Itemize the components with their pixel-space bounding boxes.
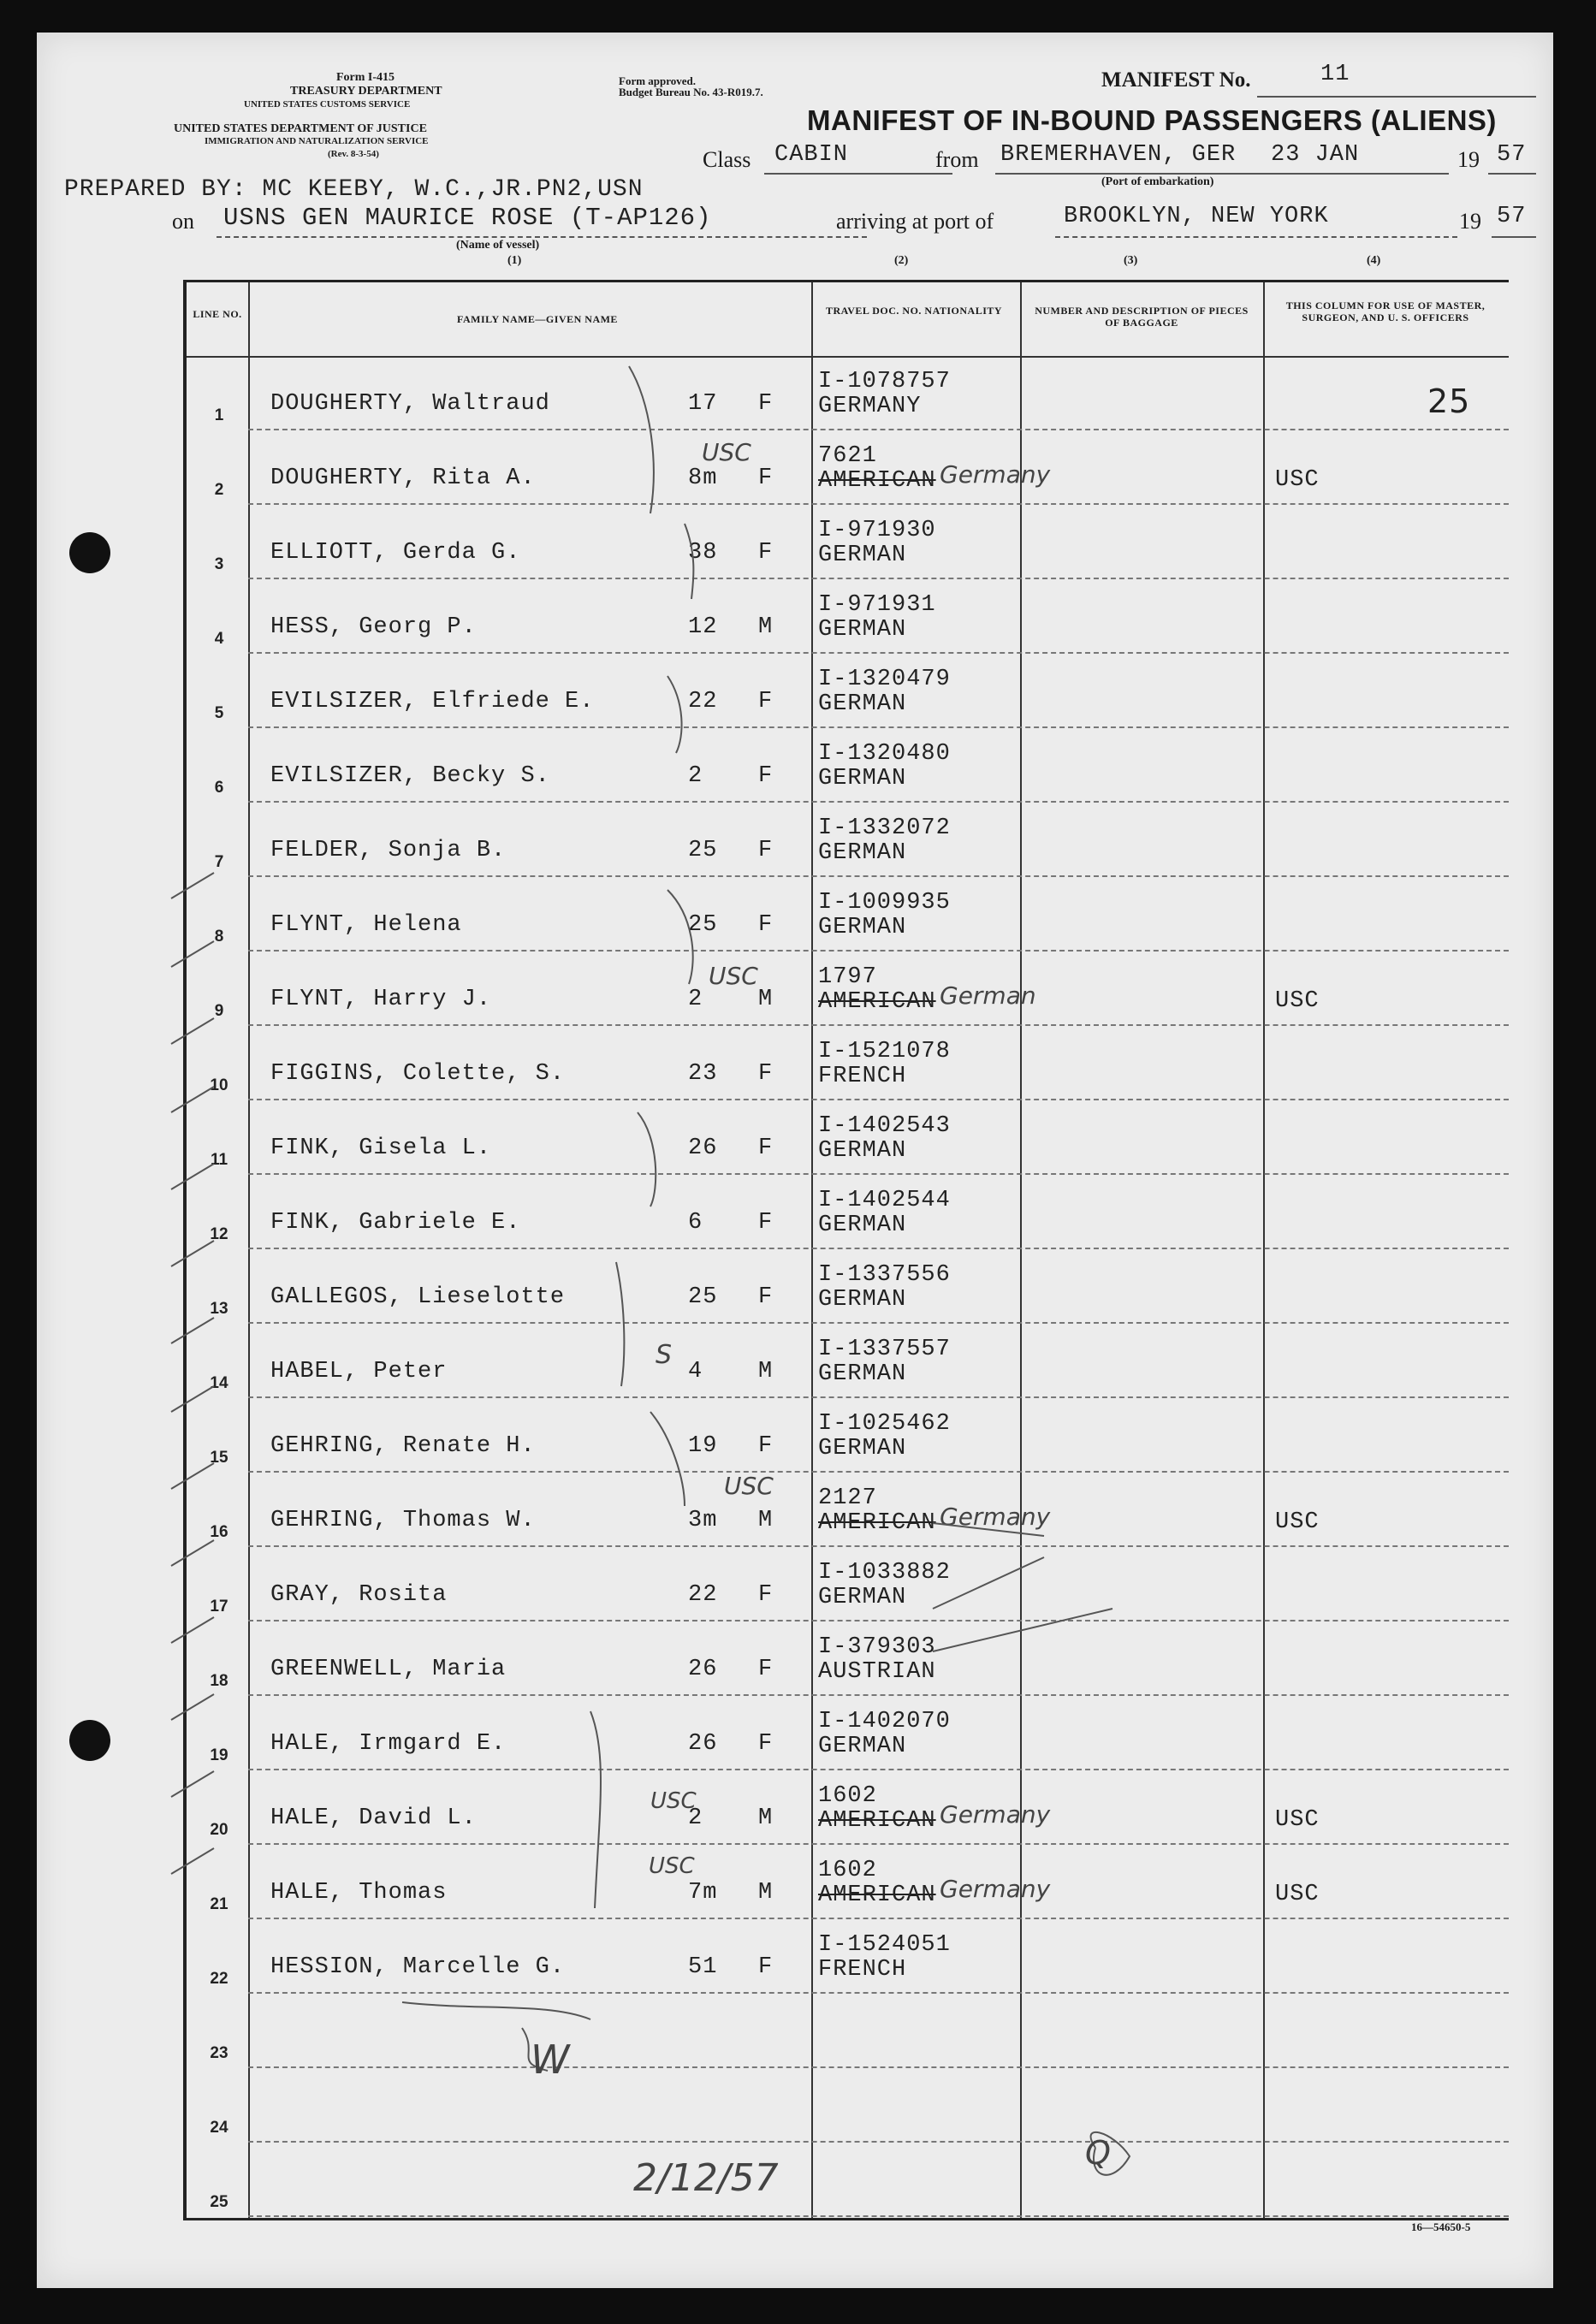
- line-number: 9: [214, 1002, 224, 1020]
- nationality: AMERICAN: [818, 1882, 936, 1908]
- nationality: AMERICAN: [818, 989, 936, 1015]
- table-row: [187, 1994, 1509, 2068]
- punch-hole-top: [69, 532, 110, 573]
- signature-initial: W: [531, 2036, 570, 2083]
- prepared-by: PREPARED BY: MC KEEBY, W.C.,JR.PN2,USN: [64, 176, 644, 203]
- passenger-age: 17: [688, 391, 718, 417]
- vessel-name: USNS GEN MAURICE ROSE (T-AP126): [223, 204, 712, 232]
- passenger-age: 6: [688, 1210, 703, 1236]
- passenger-age: 2: [688, 987, 703, 1012]
- passenger-age: 12: [688, 614, 718, 640]
- travel-doc-number: 2127: [818, 1485, 877, 1511]
- line-number: 14: [210, 1374, 228, 1392]
- passenger-name: HABEL, Peter: [270, 1359, 448, 1384]
- col-number-2: (2): [894, 254, 909, 267]
- handwritten-nationality: German: [940, 981, 1036, 1010]
- line-number: 21: [210, 1895, 228, 1913]
- travel-doc-number: I-1337556: [818, 1262, 951, 1288]
- handwritten-nationality: Germany: [940, 1503, 1051, 1531]
- passenger-name: GEHRING, Thomas W.: [270, 1508, 536, 1533]
- passenger-name: FINK, Gabriele E.: [270, 1210, 521, 1236]
- table-row: [187, 728, 1509, 803]
- officer-remark: USC: [1275, 988, 1320, 1014]
- nationality: AMERICAN: [818, 1510, 936, 1536]
- line-number: 13: [210, 1300, 228, 1318]
- passenger-name: HALE, David L.: [270, 1805, 477, 1831]
- usc-mark-2: USC: [709, 962, 758, 990]
- passenger-name: FLYNT, Helena: [270, 912, 462, 938]
- table-row: [187, 430, 1509, 505]
- form-number: Form I-415: [336, 71, 395, 84]
- table-row: [187, 1919, 1509, 1994]
- passenger-name: GEHRING, Renate H.: [270, 1433, 536, 1459]
- passenger-sex: M: [758, 1805, 774, 1831]
- passenger-age: 8m: [688, 465, 718, 491]
- line-number: 5: [214, 704, 224, 722]
- passenger-sex: F: [758, 689, 774, 714]
- travel-doc-number: I-1332072: [818, 815, 951, 841]
- line-number: 4: [214, 630, 224, 648]
- line-number: 1: [214, 406, 224, 424]
- passenger-age: 7m: [688, 1880, 718, 1906]
- travel-doc-number: I-971930: [818, 518, 936, 543]
- col-number-3: (3): [1124, 254, 1138, 267]
- passenger-sex: F: [758, 1731, 774, 1757]
- handwritten-date: 2/12/57: [633, 2156, 779, 2200]
- nationality: GERMAN: [818, 1287, 907, 1313]
- line-number: 10: [210, 1076, 228, 1094]
- passenger-name: FIGGINS, Colette, S.: [270, 1061, 566, 1087]
- col-number-4: (4): [1367, 254, 1381, 267]
- passenger-sex: F: [758, 1284, 774, 1310]
- nationality: GERMAN: [818, 915, 907, 940]
- nationality: GERMAN: [818, 1585, 907, 1610]
- usc-mark-5: USC: [649, 1853, 695, 1879]
- line-number: 12: [210, 1225, 228, 1243]
- passenger-age: 51: [688, 1954, 718, 1980]
- passenger-name: HESS, Georg P.: [270, 614, 477, 640]
- officer-remark: 25: [1427, 382, 1471, 420]
- passenger-name: DOUGHERTY, Waltraud: [270, 391, 550, 417]
- passenger-age: 3m: [688, 1508, 718, 1533]
- travel-doc-number: 7621: [818, 443, 877, 469]
- table-row: [187, 2143, 1509, 2217]
- passenger-name: GREENWELL, Maria: [270, 1657, 507, 1682]
- passenger-age: 26: [688, 1731, 718, 1757]
- officer-remark: USC: [1275, 1807, 1320, 1833]
- passenger-sex: F: [758, 1135, 774, 1161]
- line-number: 16: [210, 1523, 228, 1541]
- handwritten-nationality: Germany: [940, 1875, 1051, 1903]
- embarkation-year: 57: [1497, 142, 1527, 168]
- revision-date: (Rev. 8-3-54): [328, 149, 379, 159]
- travel-doc-number: I-1033882: [818, 1560, 951, 1586]
- usc-mark-1: USC: [702, 438, 751, 466]
- usc-mark-3: USC: [724, 1472, 774, 1500]
- nationality: GERMAN: [818, 1361, 907, 1387]
- handwritten-nationality: Germany: [940, 1800, 1051, 1829]
- treasury-department: TREASURY DEPARTMENT: [290, 85, 442, 98]
- header-line-no: LINE NO.: [193, 308, 242, 320]
- travel-doc-number: I-1402070: [818, 1709, 951, 1734]
- passenger-name: DOUGHERTY, Rita A.: [270, 465, 536, 491]
- nationality: GERMAN: [818, 840, 907, 866]
- travel-doc-number: I-1009935: [818, 890, 951, 916]
- passenger-sex: F: [758, 838, 774, 863]
- passenger-sex: F: [758, 763, 774, 789]
- passenger-age: 2: [688, 1805, 703, 1831]
- table-row: [187, 803, 1509, 877]
- travel-doc-number: I-1078757: [818, 369, 951, 394]
- line-number: 23: [210, 2044, 228, 2062]
- table-row: [187, 2068, 1509, 2143]
- line-number: 24: [210, 2119, 228, 2137]
- table-row: [187, 505, 1509, 579]
- col-number-1: (1): [507, 254, 522, 267]
- passenger-sex: F: [758, 1582, 774, 1608]
- passenger-age: 26: [688, 1135, 718, 1161]
- manifest-title: MANIFEST OF IN-BOUND PASSENGERS (ALIENS): [807, 104, 1497, 136]
- passenger-age: 4: [688, 1359, 703, 1384]
- passenger-name: GALLEGOS, Lieselotte: [270, 1284, 566, 1310]
- passenger-name: ELLIOTT, Gerda G.: [270, 540, 521, 566]
- passenger-age: 23: [688, 1061, 718, 1087]
- line-number: 22: [210, 1970, 228, 1988]
- passenger-age: 26: [688, 1657, 718, 1682]
- passenger-age: 25: [688, 838, 718, 863]
- table-row: [187, 1696, 1509, 1770]
- justice-department: UNITED STATES DEPARTMENT OF JUSTICE: [174, 122, 427, 135]
- from-label: from: [935, 147, 979, 172]
- nationality: AUSTRIAN: [818, 1659, 936, 1685]
- line-number: 8: [214, 928, 224, 946]
- passenger-age: 19: [688, 1433, 718, 1459]
- nationality: GERMAN: [818, 1436, 907, 1461]
- manifest-number: 11: [1320, 62, 1350, 87]
- passenger-sex: M: [758, 614, 774, 640]
- line-number: 3: [214, 555, 224, 573]
- vessel-caption: (Name of vessel): [456, 239, 540, 252]
- travel-doc-number: I-379303: [818, 1634, 936, 1660]
- customs-service: UNITED STATES CUSTOMS SERVICE: [244, 99, 411, 110]
- footer-code: 16—54650-5: [1411, 2220, 1471, 2233]
- nationality: GERMAN: [818, 691, 907, 717]
- s-mark: S: [656, 1340, 673, 1370]
- nationality: GERMAN: [818, 1212, 907, 1238]
- officer-remark: USC: [1275, 467, 1320, 493]
- year-label: 19: [1457, 147, 1480, 172]
- passenger-sex: F: [758, 912, 774, 938]
- officer-remark: USC: [1275, 1882, 1320, 1907]
- travel-doc-number: I-1521078: [818, 1039, 951, 1064]
- passenger-name: FLYNT, Harry J.: [270, 987, 492, 1012]
- line-number: 11: [210, 1151, 228, 1169]
- passenger-sex: F: [758, 1954, 774, 1980]
- table-row: [187, 1473, 1509, 1547]
- passenger-age: 22: [688, 689, 718, 714]
- passenger-name: GRAY, Rosita: [270, 1582, 448, 1608]
- nationality: AMERICAN: [818, 468, 936, 494]
- header-baggage: NUMBER AND DESCRIPTION OF PIECES OF BAGGAGE: [1035, 305, 1249, 329]
- circle-mark: Q: [1085, 2134, 1111, 2172]
- nationality: GERMAN: [818, 766, 907, 791]
- travel-doc-number: 1797: [818, 964, 877, 990]
- arrival-year-label: 19: [1459, 209, 1481, 234]
- line-number: 18: [210, 1672, 228, 1690]
- line-number: 7: [214, 853, 224, 871]
- travel-doc-number: I-1524051: [818, 1932, 951, 1958]
- line-number: 6: [214, 779, 224, 797]
- passenger-sex: F: [758, 1210, 774, 1236]
- manifest-number-label: MANIFEST No.: [1101, 68, 1251, 92]
- ins-service: IMMIGRATION AND NATURALIZATION SERVICE: [205, 136, 429, 146]
- passenger-sex: F: [758, 391, 774, 417]
- manifest-number-line: [1257, 72, 1536, 98]
- travel-doc-number: 1602: [818, 1783, 877, 1809]
- table-row: [187, 356, 1509, 430]
- table-row: [187, 579, 1509, 654]
- passenger-name: EVILSIZER, Becky S.: [270, 763, 550, 789]
- nationality: GERMAN: [818, 1138, 907, 1164]
- passenger-sex: F: [758, 465, 774, 491]
- passenger-sex: M: [758, 1359, 774, 1384]
- passenger-age: 22: [688, 1582, 718, 1608]
- usc-mark-4: USC: [650, 1788, 697, 1814]
- arrival-year: 57: [1497, 204, 1527, 229]
- on-label: on: [172, 209, 194, 234]
- travel-doc-number: I-1320479: [818, 667, 951, 692]
- table-row: [187, 1175, 1509, 1249]
- port-of-embarkation: BREMERHAVEN, GER: [1000, 142, 1237, 168]
- passenger-sex: F: [758, 540, 774, 566]
- travel-doc-number: I-1337557: [818, 1337, 951, 1362]
- passenger-name: HALE, Thomas: [270, 1880, 448, 1906]
- table-row: [187, 1770, 1509, 1845]
- passenger-age: 38: [688, 540, 718, 566]
- port-embarkation-caption: (Port of embarkation): [1101, 175, 1214, 188]
- handwritten-nationality: Germany: [940, 460, 1051, 489]
- row-divider: [248, 2215, 1509, 2218]
- passenger-sex: M: [758, 1880, 774, 1906]
- passenger-name: FELDER, Sonja B.: [270, 838, 507, 863]
- passenger-table: [183, 280, 1509, 2220]
- table-row: [187, 1621, 1509, 1696]
- passenger-sex: M: [758, 1508, 774, 1533]
- class-label: Class: [703, 147, 751, 172]
- nationality: FRENCH: [818, 1064, 907, 1089]
- passenger-age: 2: [688, 763, 703, 789]
- nationality: GERMAN: [818, 617, 907, 643]
- nationality: GERMAN: [818, 542, 907, 568]
- nationality: GERMAN: [818, 1734, 907, 1759]
- table-row: [187, 1324, 1509, 1398]
- arriving-label: arriving at port of: [836, 209, 994, 234]
- line-number: 17: [210, 1598, 228, 1616]
- table-row: [187, 877, 1509, 952]
- table-row: [187, 1100, 1509, 1175]
- table-row: [187, 654, 1509, 728]
- table-row: [187, 1398, 1509, 1473]
- table-row: [187, 1547, 1509, 1621]
- table-row: [187, 1845, 1509, 1919]
- table-row: [187, 1249, 1509, 1324]
- arrival-port: BROOKLYN, NEW YORK: [1064, 204, 1329, 229]
- passenger-sex: F: [758, 1061, 774, 1087]
- passenger-sex: M: [758, 987, 774, 1012]
- form-approved: Form approved.: [619, 74, 697, 87]
- travel-doc-number: I-1320480: [818, 741, 951, 767]
- line-number: 20: [210, 1821, 228, 1839]
- nationality: FRENCH: [818, 1957, 907, 1983]
- passenger-sex: F: [758, 1433, 774, 1459]
- travel-doc-number: I-971931: [818, 592, 936, 618]
- passenger-name: FINK, Gisela L.: [270, 1135, 492, 1161]
- passenger-sex: F: [758, 1657, 774, 1682]
- travel-doc-number: 1602: [818, 1858, 877, 1883]
- line-number: 15: [210, 1449, 228, 1467]
- officer-remark: USC: [1275, 1509, 1320, 1535]
- line-number: 19: [210, 1746, 228, 1764]
- embarkation-date: 23 JAN: [1271, 142, 1360, 168]
- passenger-name: HESSION, Marcelle G.: [270, 1954, 566, 1980]
- header-travel-doc: TRAVEL DOC. NO. NATIONALITY: [825, 305, 1003, 317]
- passenger-name: EVILSIZER, Elfriede E.: [270, 689, 595, 714]
- travel-doc-number: I-1402543: [818, 1113, 951, 1139]
- passenger-age: 25: [688, 912, 718, 938]
- header-name: FAMILY NAME—GIVEN NAME: [457, 313, 618, 325]
- line-number: 2: [214, 481, 224, 499]
- nationality: GERMANY: [818, 394, 922, 419]
- line-number: 25: [210, 2193, 228, 2211]
- class-value: CABIN: [774, 142, 849, 168]
- passenger-age: 25: [688, 1284, 718, 1310]
- table-row: [187, 952, 1509, 1026]
- punch-hole-bottom: [69, 1720, 110, 1761]
- header-officers: THIS COLUMN FOR USE OF MASTER, SURGEON, AND U. S. OFFICERS: [1285, 299, 1486, 323]
- nationality: AMERICAN: [818, 1808, 936, 1834]
- passenger-name: HALE, Irmgard E.: [270, 1731, 507, 1757]
- travel-doc-number: I-1025462: [818, 1411, 951, 1437]
- table-row: [187, 1026, 1509, 1100]
- travel-doc-number: I-1402544: [818, 1188, 951, 1213]
- budget-bureau: Budget Bureau No. 43-R019.7.: [619, 86, 763, 98]
